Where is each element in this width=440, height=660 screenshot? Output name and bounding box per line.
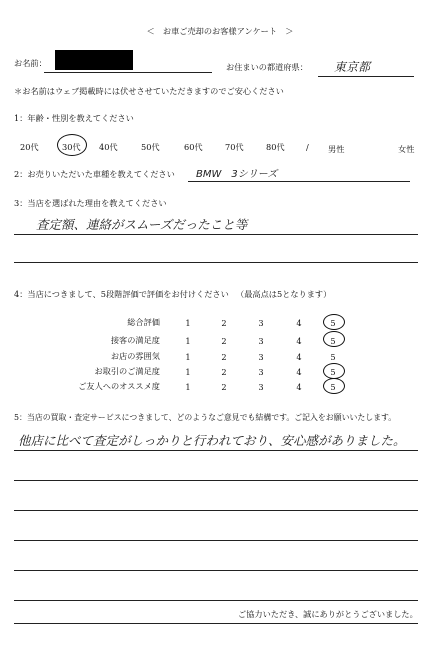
rating-label: お店の雰囲気 bbox=[110, 351, 160, 361]
rating-score: 2 bbox=[221, 367, 227, 377]
answer-line bbox=[14, 450, 418, 451]
rating-score: 4 bbox=[296, 382, 302, 392]
rating-label: お取引のご満足度 bbox=[94, 366, 160, 376]
rating-score: 4 bbox=[296, 318, 302, 328]
redacted-name bbox=[55, 50, 133, 70]
rating-score: 3 bbox=[258, 318, 264, 328]
rating-score: 3 bbox=[258, 336, 264, 346]
q4-note: （最高点は5となります） bbox=[236, 289, 332, 299]
age-option: 60代 bbox=[184, 142, 203, 152]
q5-question: 5：当店の買取・査定サービスにつきまして、どのようなご意見でも結構です。ご記入をお願いいたします。 bbox=[14, 413, 397, 422]
rating-score: 4 bbox=[296, 352, 302, 362]
rating-score: 1 bbox=[185, 318, 191, 328]
rating-label: 接客の満足度 bbox=[110, 335, 160, 345]
answer-line bbox=[14, 600, 418, 601]
answer-line bbox=[14, 480, 418, 481]
rating-score: 5 bbox=[330, 382, 336, 392]
rating-score: 5 bbox=[330, 336, 336, 346]
selected-rating-circle bbox=[323, 378, 345, 394]
age-option: 20代 bbox=[20, 142, 39, 152]
name-underline bbox=[44, 72, 212, 73]
q5-answer: 他店に比べて査定がしっかりと行われており、安心感がありました。 bbox=[18, 433, 406, 448]
age-option: 40代 bbox=[99, 142, 118, 152]
rating-score: 2 bbox=[221, 352, 227, 362]
answer-line bbox=[14, 262, 418, 263]
rating-score: 1 bbox=[185, 336, 191, 346]
rating-score: 5 bbox=[330, 352, 336, 362]
rating-score: 4 bbox=[296, 367, 302, 377]
selected-rating-circle bbox=[323, 363, 345, 379]
rating-score: 2 bbox=[221, 318, 227, 328]
rating-score: 1 bbox=[185, 352, 191, 362]
rating-score: 1 bbox=[185, 382, 191, 392]
q1-question: 1：年齢・性別を教えてください bbox=[14, 113, 134, 123]
rating-score: 3 bbox=[258, 367, 264, 377]
rating-score: 2 bbox=[221, 336, 227, 346]
rating-score: 5 bbox=[330, 318, 336, 328]
name-note: ＊お名前はウェブ掲載時には伏せさせていただきますのでご安心ください bbox=[14, 86, 284, 96]
rating-score: 2 bbox=[221, 382, 227, 392]
q3-answer: 査定額、連絡がスムーズだったこと等 bbox=[36, 217, 248, 232]
q2-question: 2：お売りいただいた車種を教えてください bbox=[14, 169, 175, 179]
survey-title: ＜ お車ご売却のお客様アンケート ＞ bbox=[146, 26, 294, 36]
selected-rating-circle bbox=[323, 314, 345, 330]
age-option: 70代 bbox=[225, 142, 244, 152]
rating-score: 1 bbox=[185, 367, 191, 377]
answer-line bbox=[14, 570, 418, 571]
q4-question: 4：当店につきまして、5段階評価で評価をお付けください bbox=[14, 289, 229, 299]
gender-separator: / bbox=[306, 142, 309, 152]
prefecture-underline bbox=[318, 76, 414, 77]
rating-score: 4 bbox=[296, 336, 302, 346]
name-label: お名前： bbox=[14, 58, 47, 68]
selected-age-circle bbox=[57, 134, 87, 156]
prefecture-label: お住まいの都道府県： bbox=[226, 62, 308, 72]
selected-rating-circle bbox=[323, 331, 345, 347]
rating-score: 3 bbox=[258, 382, 264, 392]
rating-label: 総合評価 bbox=[127, 317, 160, 327]
rating-score: 5 bbox=[330, 367, 336, 377]
thank-you-footer: ご協力いただき、誠にありがとうございました。 bbox=[238, 609, 418, 619]
age-option: 50代 bbox=[141, 142, 160, 152]
answer-line bbox=[14, 234, 418, 235]
age-option: 80代 bbox=[266, 142, 285, 152]
car-model-underline bbox=[188, 181, 410, 182]
age-option: 30代 bbox=[62, 142, 81, 152]
rating-label: ご友人へのオススメ度 bbox=[78, 381, 160, 391]
answer-line bbox=[14, 510, 418, 511]
prefecture-answer: 東京都 bbox=[334, 60, 371, 74]
answer-line bbox=[14, 540, 418, 541]
car-model-answer: BMW 3シリーズ bbox=[196, 169, 278, 180]
gender-female: 女性 bbox=[398, 144, 415, 154]
q3-question: 3：当店を選ばれた理由を教えてください bbox=[14, 198, 167, 208]
footer-line bbox=[14, 623, 418, 624]
rating-score: 3 bbox=[258, 352, 264, 362]
gender-male: 男性 bbox=[328, 144, 345, 154]
